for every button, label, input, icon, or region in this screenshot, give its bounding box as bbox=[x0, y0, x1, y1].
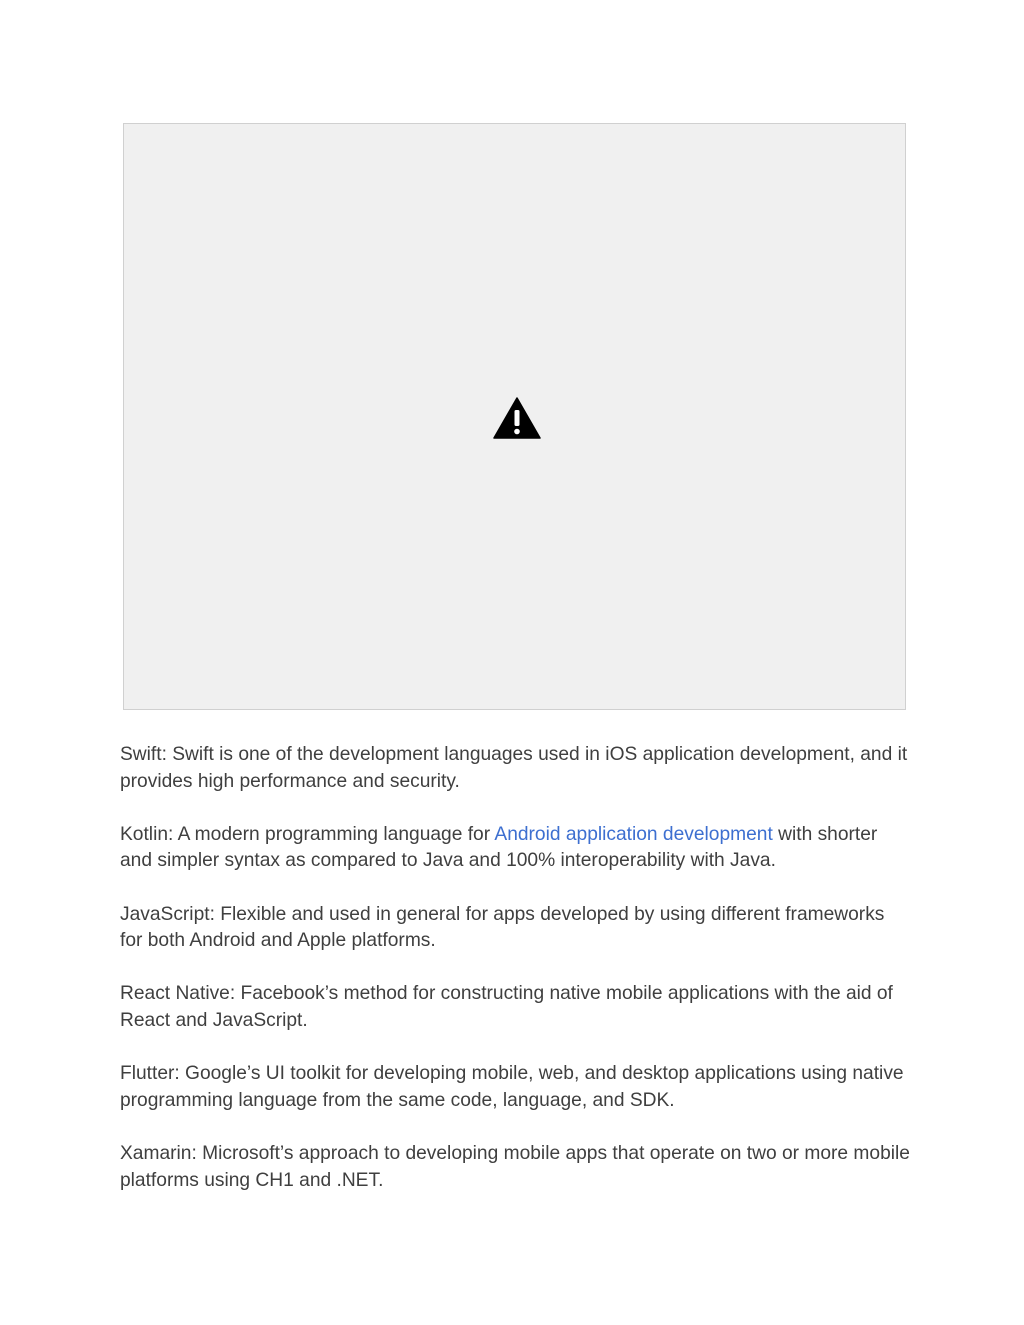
kotlin-text-start: Kotlin: A modern programming language for bbox=[120, 823, 495, 845]
paragraph-flutter: Flutter: Google’s UI toolkit for developing mobile, web, and desktop applications using native programming language from the same code, language, and SDK. bbox=[120, 1063, 904, 1111]
warning-icon bbox=[493, 397, 541, 439]
paragraph-xamarin: Xamarin: Microsoft’s approach to developing mobile apps that operate on two or more mobile platforms using CH1 and .NET. bbox=[120, 1142, 910, 1191]
article-body bbox=[120, 742, 910, 1221]
paragraph-javascript: JavaScript: Flexible and used in general for apps developed by using different frameworks for both Android and Apple platforms. bbox=[120, 903, 885, 952]
paragraph-kotlin bbox=[120, 822, 910, 875]
android-development-link[interactable]: Android application development bbox=[494, 823, 773, 845]
paragraph-react-native: React Native: Facebook’s method for constructing native mobile applications with the aid of React and JavaScript. bbox=[120, 983, 893, 1031]
broken-image-placeholder bbox=[123, 123, 906, 710]
paragraph-swift: Swift: Swift is one of the development languages used in iOS application development, and it provides high performance and security. bbox=[120, 744, 908, 792]
kotlin-text-end: with shorter and simpler syntax as compared to Java and 100% interoperability with Java. bbox=[120, 823, 878, 872]
